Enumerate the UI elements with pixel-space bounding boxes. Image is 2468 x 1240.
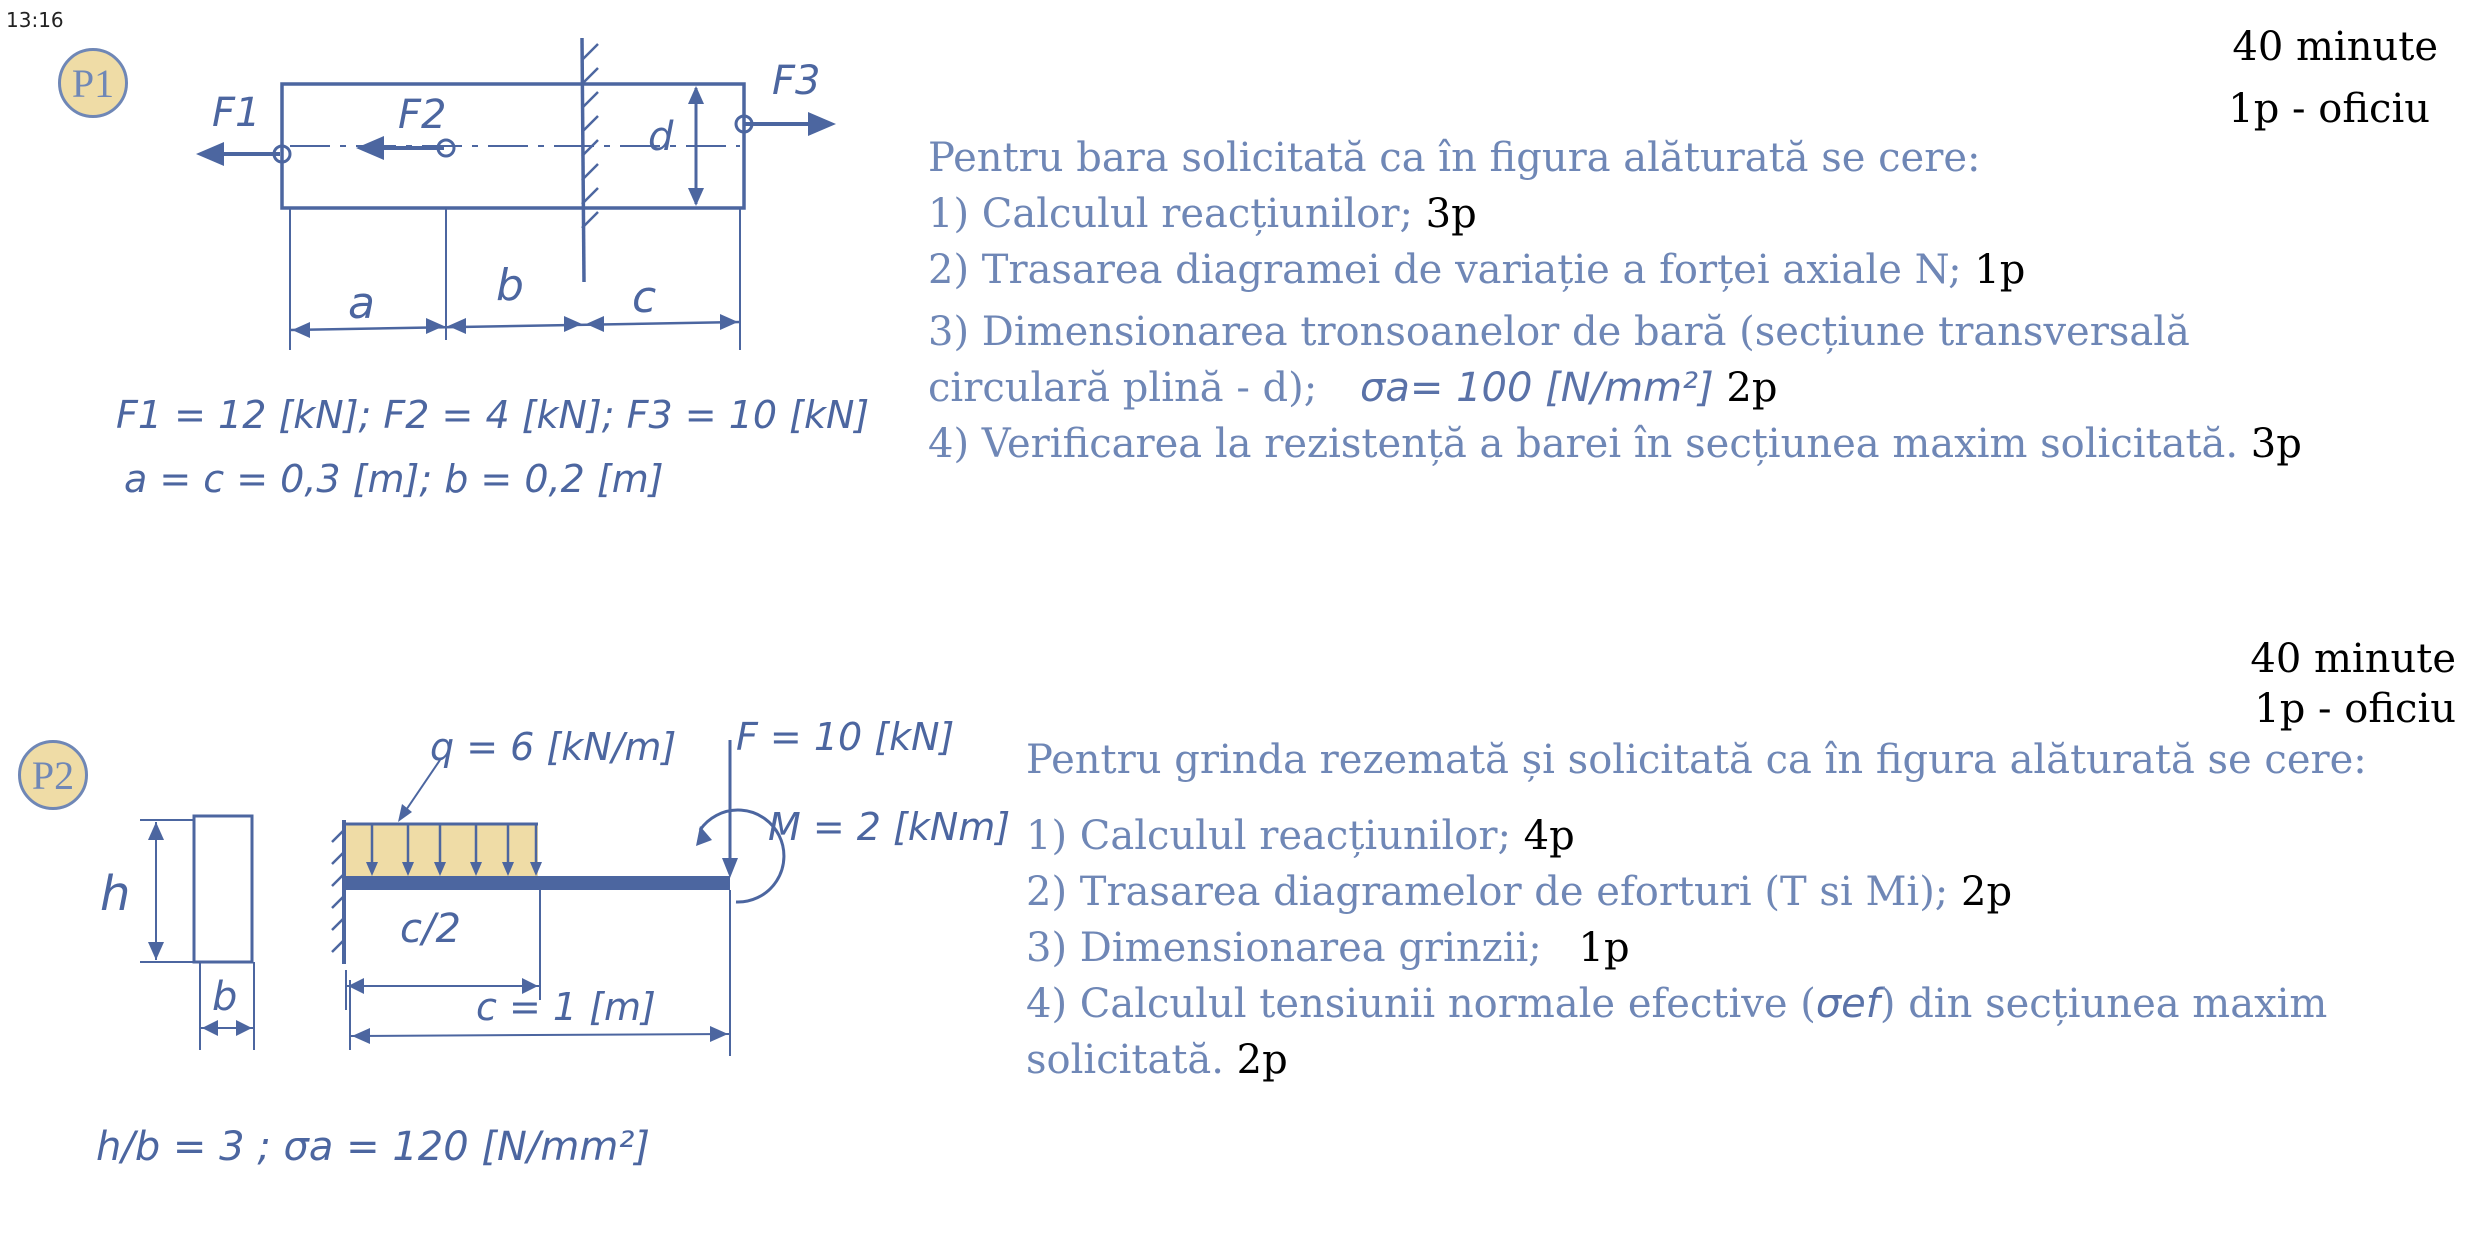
- p2-given: h/b = 3 ; σa = 120 [N/mm²]: [96, 1124, 650, 1170]
- p2-beam: [346, 876, 730, 890]
- p2-item-3: [1026, 920, 2367, 976]
- p1-item-1: [928, 186, 2302, 242]
- p1-label-f2: F2: [398, 92, 447, 138]
- p1-item-2-text: 2) Trasarea diagramei de variație a forței axiale N;: [928, 247, 1962, 293]
- p2-duration: 40 minute: [2250, 636, 2456, 682]
- p2-item-4-text: 4) Calculul tensiunii normale efective (: [1026, 981, 1816, 1027]
- p1-label-a: a: [348, 278, 375, 329]
- p2-oficiu: 1p - oficiu: [2254, 686, 2456, 732]
- p1-item-4-points: 3p: [2250, 421, 2302, 467]
- p1-label-f1: F1: [212, 90, 261, 136]
- p2-item-4: [1026, 976, 2367, 1032]
- p2-item-1-text: 1) Calculul reacțiunilor;: [1026, 813, 1511, 859]
- p2-item-2-points: 2p: [1961, 869, 2013, 915]
- p2-label-m: M = 2 [kNm]: [768, 805, 1011, 849]
- p2-label-c: c = 1 [m]: [476, 985, 656, 1029]
- p1-item-1-points: 3p: [1425, 191, 1477, 237]
- p2-label-half: c/2: [400, 906, 461, 952]
- p1-item-3-points: 2p: [1726, 365, 1778, 411]
- p2-item-4-text2: ) din secțiunea maxim: [1879, 981, 2328, 1027]
- p2-item-3-points: 1p: [1578, 925, 1630, 971]
- p1-bar-figure: [0, 0, 900, 540]
- timestamp: 13:16: [6, 8, 64, 32]
- p2-item-1-points: 4p: [1523, 813, 1575, 859]
- p1-item-3: [928, 304, 2302, 360]
- p2-item-2-text: 2) Trasarea diagramelor de eforturi (T si Mi);: [1026, 869, 1949, 915]
- p1-oficiu: 1p - oficiu: [2228, 86, 2430, 132]
- p2-cross-section: [194, 816, 252, 962]
- p1-item-3-cont: [928, 360, 2302, 416]
- p2-item-3-text: 3) Dimensionarea grinzii;: [1026, 925, 1542, 971]
- p2-label-b: b: [212, 974, 238, 1020]
- p1-item-2-points: 1p: [1974, 247, 2026, 293]
- p1-label-b: b: [496, 260, 524, 311]
- p1-task: [928, 130, 2302, 472]
- p1-badge: P1: [58, 48, 128, 118]
- p2-item-2: [1026, 864, 2367, 920]
- p2-label-h: h: [100, 866, 131, 922]
- p1-item-3-text: 3) Dimensionarea tronsoanelor de bară (secțiune transversală: [928, 309, 2190, 355]
- p2-task: [1026, 732, 2367, 1088]
- p1-intro: Pentru bara solicitată ca în figura alăturată se cere:: [928, 135, 1981, 181]
- p2-beam-figure: [0, 680, 1011, 1240]
- p1-duration: 40 minute: [2232, 24, 2438, 70]
- p1-given-line2: a = c = 0,3 [m]; b = 0,2 [m]: [124, 457, 664, 501]
- p2-item-1: [1026, 808, 2367, 864]
- p1-item-1-text: 1) Calculul reacțiunilor;: [928, 191, 1413, 237]
- p1-item-4-text: 4) Verificarea la rezistență a barei în secțiunea maxim solicitată.: [928, 421, 2239, 467]
- p1-allowable-stress: σa= 100 [N/mm²]: [1359, 365, 1714, 411]
- p2-item-4-points: 2p: [1236, 1037, 1288, 1083]
- p2-label-f: F = 10 [kN]: [736, 715, 955, 759]
- p1-label-c: c: [632, 272, 657, 323]
- p1-label-d: d: [648, 114, 674, 160]
- p2-item-4-cont: [1026, 1032, 2367, 1088]
- p1-label-f3: F3: [772, 58, 821, 104]
- p2-intro: Pentru grinda rezemată și solicitată ca în figura alăturată se cere:: [1026, 737, 2367, 783]
- p2-label-q: q = 6 [kN/m]: [430, 725, 677, 769]
- p1-wall: [582, 38, 584, 282]
- p1-item-4: [928, 416, 2302, 472]
- p2-item-4-cont-text: solicitată.: [1026, 1037, 1224, 1083]
- p1-given-line1: F1 = 12 [kN]; F2 = 4 [kN]; F3 = 10 [kN]: [116, 393, 870, 437]
- p2-badge: P2: [18, 740, 88, 810]
- p2-effective-stress-symbol: σef: [1815, 981, 1880, 1027]
- p1-item-2: [928, 242, 2302, 298]
- p1-item-3-cont-text: circulară plină - d);: [928, 365, 1318, 411]
